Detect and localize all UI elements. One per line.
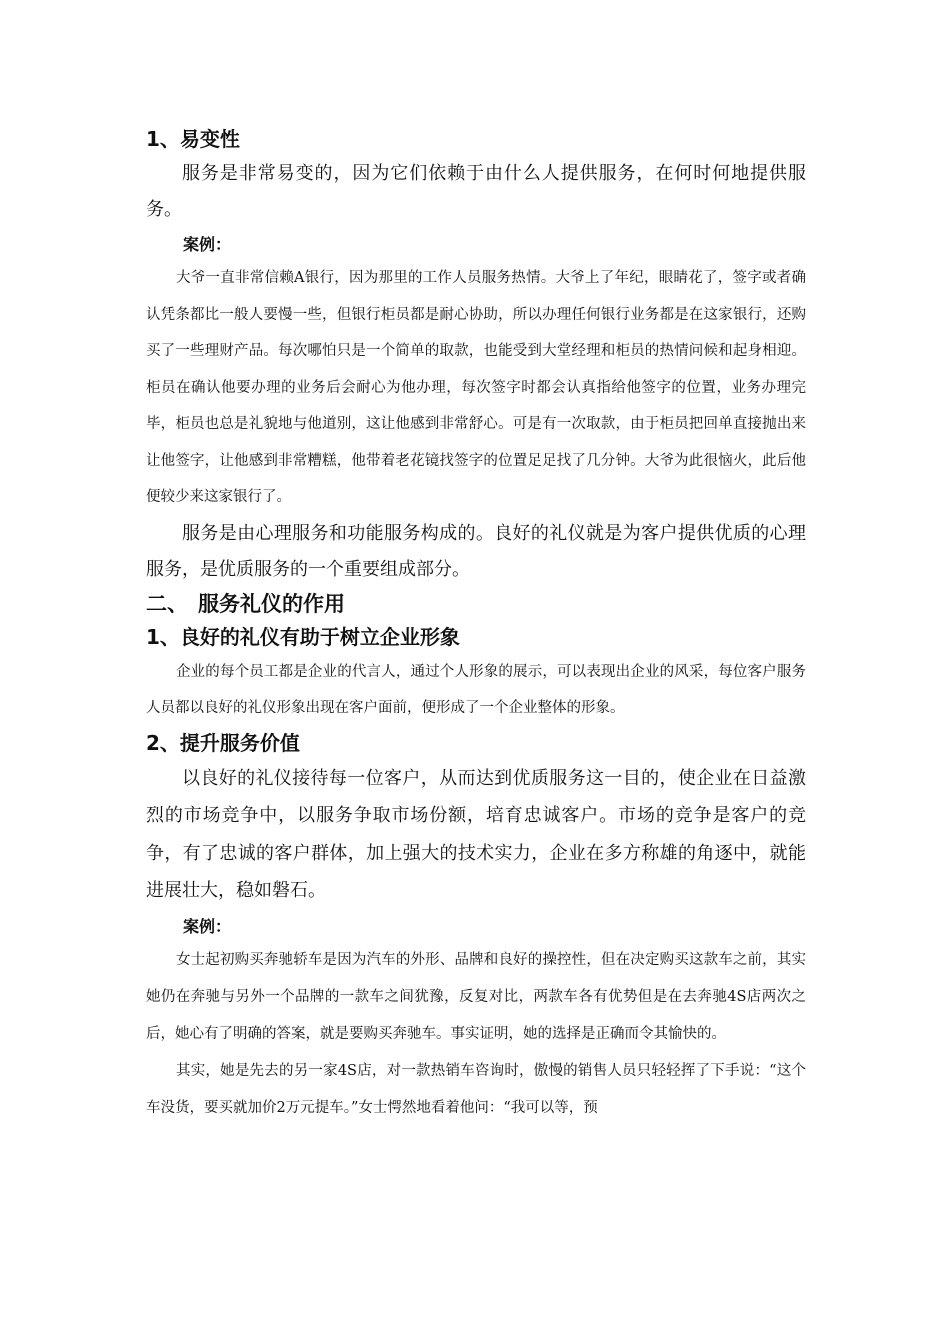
case-paragraph: 大爷一直非常信赖A银行，因为那里的工作人员服务热情。大爷上了年纪，眼睛花了，签字或者确认凭条都比一般人要慢一些，但银行柜员都是耐心协助，所以办理任何银行业务都是在这家银行，还购买了一些理财产品。每次哪怕只是一个简单的取款，也能受到大堂经理和柜员的热情问候和起身相迎。柜员在确认他要办理的业务后会耐心为他办理，每次签字时都会认真指给他签字的位置，业务办理完毕，柜员也总是礼貌地与他道别，这让他感到非常舒心。可是有一次取款，由于柜员把回单直接抛出来让他签字，让他感到非常糟糕，他带着老花镜找签字的位置足足找了几分钟。大爷为此很恼火，此后他便较少来这家银行了。	[146, 270, 806, 505]
chapter-number: 二、	[146, 591, 188, 616]
body-paragraph: 以良好的礼仪接待每一位客户，从而达到优质服务这一目的，使企业在日益激烈的市场竞争中，以服务争取市场份额，培育忠诚客户。市场的竞争是客户的竞争，有了忠诚的客户群体，加上强大的技术实力，企业在多方称雄的角逐中，就能进展壮大，稳如磐石。	[146, 767, 806, 901]
section-heading: 1、良好的礼仪有助于树立企业形象	[146, 624, 460, 649]
case-label: 案例：	[183, 235, 232, 254]
section-heading: 2、提升服务价值	[146, 730, 300, 755]
body-paragraph: 服务是非常易变的，因为它们依赖于由什么人提供服务，在何时何地提供服务。	[146, 163, 806, 220]
case-label: 案例：	[183, 916, 232, 936]
section-heading: 1、易变性	[146, 127, 240, 151]
document-page	[146, 120, 806, 1127]
case-paragraph: 女士起初购买奔驰轿车是因为汽车的外形、品牌和良好的操控性，但在决定购买这款车之前，其实她仍在奔驰与另外一个品牌的一款车之间犹豫，反复对比，两款车各有优势但是在去奔驰4S店两次之后，她心有了明确的答案，就是要购买奔驰车。事实证明，她的选择是正确而令其愉快的。	[146, 951, 806, 1042]
body-paragraph: 服务是由心理服务和功能服务构成的。良好的礼仪就是为客户提供优质的心理服务，是优质服务的一个重要组成部分。	[146, 522, 806, 580]
chapter-title: 服务礼仪的作用	[198, 591, 345, 616]
body-paragraph: 企业的每个员工都是企业的代言人，通过个人形象的展示，可以表现出企业的风采，每位客户服务人员都以良好的礼仪形象出现在客户面前，便形成了一个企业整体的形象。	[146, 663, 806, 716]
case-paragraph: 其实，她是先去的另一家4S店，对一款热销车咨询时，傲慢的销售人员只轻轻挥了下手说：“这个车没货，要买就加价2万元提车。”女士愕然地看着他问：“我可以等，预	[146, 1062, 806, 1116]
chapter-heading	[146, 588, 806, 620]
